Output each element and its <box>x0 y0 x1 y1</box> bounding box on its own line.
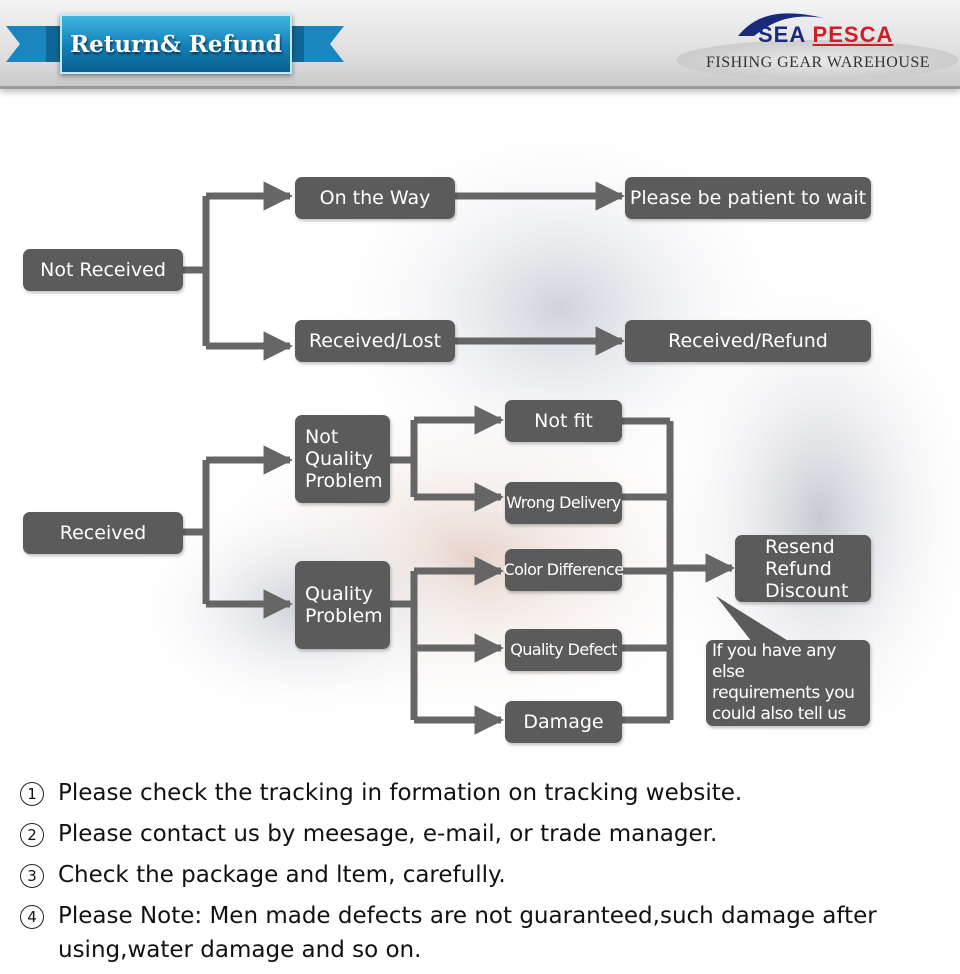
note-number: 4 <box>20 905 44 929</box>
not-fit-box: Not fit <box>505 400 622 442</box>
callout-box: If you have any else requirements you could also tell us <box>706 640 870 726</box>
note-item <box>20 858 950 892</box>
be-patient-box: Please be patient to wait <box>625 177 871 219</box>
callout-pointer <box>716 596 790 642</box>
logo-pesca-text: PESCA <box>812 22 894 47</box>
note-text: Please check the tracking in formation on tracking website. <box>58 780 743 806</box>
page-title: Return& Refund <box>70 30 282 58</box>
note-number: 3 <box>20 864 44 888</box>
quality-defect-box: Quality Defect <box>505 629 622 671</box>
damage-box: Damage <box>505 701 622 743</box>
received-refund-box: Received/Refund <box>625 320 871 362</box>
note-item <box>20 776 950 810</box>
note-number: 1 <box>20 782 44 806</box>
note-text: Please Note: Men made defects are not guaranteed,such damage after using,water damage and so on. <box>58 903 877 963</box>
wrong-delivery-box: Wrong Delivery <box>505 482 622 524</box>
logo-tagline: FISHING GEAR WAREHOUSE <box>706 54 931 71</box>
on-the-way-box: On the Way <box>295 177 455 219</box>
received-box: Received <box>23 512 183 554</box>
note-number: 2 <box>20 823 44 847</box>
logo-sea-text: SEA <box>758 22 806 47</box>
quality-problem-box: Quality Problem <box>295 561 390 649</box>
not-quality-problem-box: Not Quality Problem <box>295 415 390 503</box>
color-difference-box: Color Difference <box>505 549 622 591</box>
note-text: Please contact us by meesage, e-mail, or trade manager. <box>58 821 718 847</box>
notes-list <box>20 776 950 974</box>
not-received-box: Not Received <box>23 249 183 291</box>
note-text: Check the package and ltem, carefully. <box>58 862 506 888</box>
received-lost-box: Received/Lost <box>295 320 455 362</box>
resolution-box: Resend Refund Discount <box>735 535 871 602</box>
note-item <box>20 899 918 967</box>
note-item <box>20 817 950 851</box>
